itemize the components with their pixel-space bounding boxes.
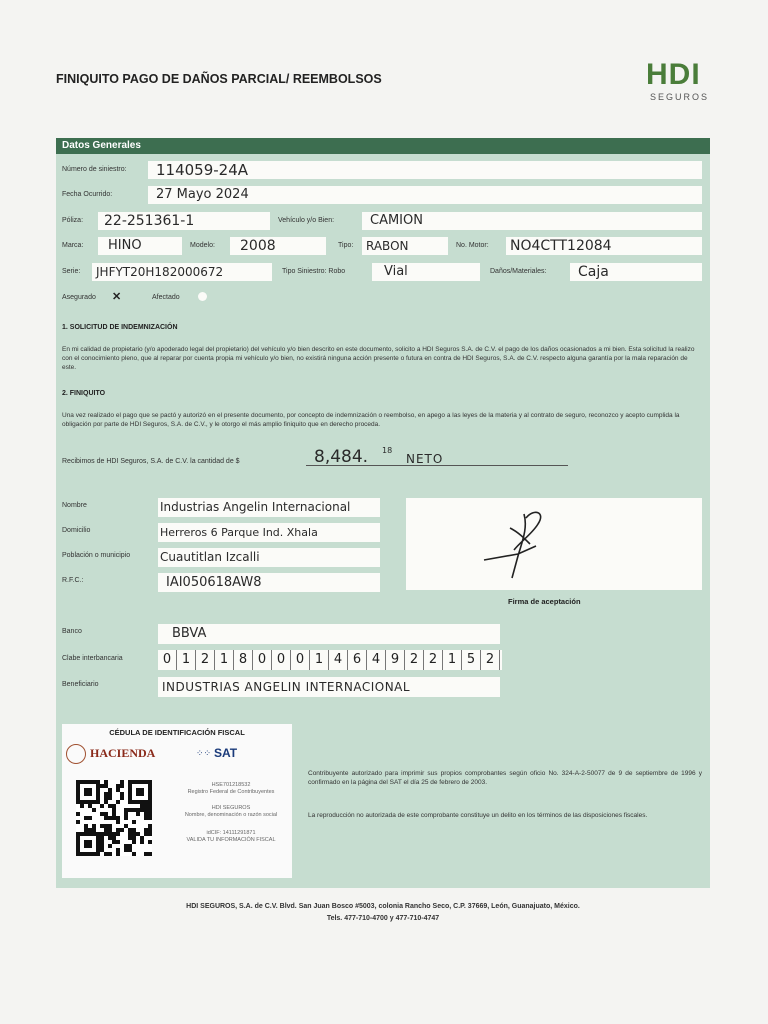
finiquito-text: Una vez realizado el pago que se pactó y autorizó en el presente documento, por concepto de indemnización o reembolso, en apego a las leyes de la materia y al contrato de seguro, reconozco y acepto cumplida la obligación por parte de HDI Seguros, S.A. de C.V., y le otorgo el más amplio finiquito que en derecho proceda.: [62, 412, 680, 428]
marca-label: Marca:: [62, 242, 84, 249]
clabe-digit: 1: [310, 650, 329, 670]
danos-label: Daños/Materiales:: [490, 268, 547, 275]
finiquito-heading: 2. FINIQUITO: [62, 390, 106, 397]
vehiculo-label: Vehículo y/o Bien:: [278, 217, 335, 224]
tipo-siniestro-label: Tipo Siniestro: Robo: [282, 268, 346, 275]
tipo-field[interactable]: RABON: [362, 237, 448, 255]
sat-logo: SAT: [214, 746, 238, 760]
motor-label: No. Motor:: [456, 242, 489, 249]
footer-address: HDI SEGUROS, S.A. de C.V. Blvd. San Juan Bosco #5003, colonia Rancho Seco, C.P. 37669, León, Guanajuato, México.: [186, 903, 580, 910]
document-title: FINIQUITO PAGO DE DAÑOS PARCIAL/ REEMBOLSOS: [56, 72, 382, 86]
sat-grid-icon: ⁘⁘: [196, 748, 212, 758]
afectado-label: Afectado: [152, 294, 180, 301]
cantidad-value: 8,484.: [314, 447, 369, 467]
clabe-digit: 1: [177, 650, 196, 670]
serie-field[interactable]: JHFYT20H182000672: [92, 263, 272, 281]
clabe-digit: 9: [386, 650, 405, 670]
clabe-digit: 8: [234, 650, 253, 670]
fecha-field[interactable]: 27 Mayo 2024: [148, 186, 702, 204]
legal-text-1: Contribuyente autorizado para imprimir sus propios comprobantes según oficio No. 324-A-2-50077 de 9 de septiembre de 1996 y confirmado en la página del SAT el día 25 de febrero de 2003.: [308, 770, 702, 786]
cedula-rfc-desc: Registro Federal de Contribuyentes: [187, 789, 275, 796]
clabe-digit: 5: [462, 650, 481, 670]
beneficiario-label: Beneficiario: [62, 681, 99, 688]
clabe-digit: 1: [443, 650, 462, 670]
clabe-label: Clabe interbancaria: [62, 655, 123, 662]
qr-code: [76, 780, 152, 856]
cedula-nombre-desc: Nombre, denominación o razón social: [184, 812, 278, 819]
tipo-label: Tipo:: [338, 242, 354, 249]
cedula-title: CÉDULA DE IDENTIFICACIÓN FISCAL: [109, 728, 245, 737]
rfc-field[interactable]: IAI050618AW8: [158, 573, 380, 592]
afectado-checkbox[interactable]: [198, 292, 207, 301]
clabe-digit: 2: [196, 650, 215, 670]
signature-drawing: [406, 498, 702, 590]
poblacion-field[interactable]: Cuautitlan Izcalli: [158, 548, 380, 567]
hdi-logo: HDI: [646, 58, 701, 91]
firma-label: Firma de aceptación: [508, 597, 581, 606]
motor-field[interactable]: NO4CTT12084: [506, 237, 702, 255]
domicilio-label: Domicilio: [62, 527, 91, 534]
cantidad-centavos: 18: [382, 446, 393, 455]
modelo-label: Modelo:: [190, 242, 215, 249]
cedula-valida: VALIDA TU INFORMACIÓN FISCAL: [186, 837, 276, 844]
cedula-idcif: idCIF: 14111291871: [206, 829, 256, 836]
hacienda-seal-icon: [66, 744, 86, 764]
clabe-digit: 4: [367, 650, 386, 670]
poliza-field[interactable]: 22-251361-1: [98, 212, 270, 230]
hacienda-logo: HACIENDA: [90, 746, 156, 760]
siniestro-label: Número de siniestro:: [62, 166, 127, 173]
clabe-digit: 0: [291, 650, 310, 670]
tipo-siniestro-field[interactable]: Vial: [372, 263, 480, 281]
clabe-digit: 0: [158, 650, 177, 670]
neto-text: NETO: [406, 452, 444, 466]
solicitud-text: En mi calidad de propietario (y/o apoderado legal del propietario) del vehículo y/o bien descrito en este documento, solicito a HDI Seguros S.A. de C.V. el pago de los daños ocasionados a mi bien. Esta solicitud la realizo con el conocimiento pleno, que al reparar por cuenta propia mi vehículo y/o bien, no existirá ninguna acción presente o futura en contra de HDI Seguros, S.A. de C.V. respecto alguna garantía por la mala reparación de este.: [62, 346, 695, 371]
footer-phones: Tels. 477-710-4700 y 477-710-4747: [326, 915, 440, 922]
asegurado-label: Asegurado: [62, 294, 96, 301]
clabe-digit: 0: [272, 650, 291, 670]
cedula-rfc: HSE701218532: [211, 782, 251, 788]
signature-box[interactable]: [406, 498, 702, 590]
solicitud-heading: 1. SOLICITUD DE INDEMNIZACIÓN: [62, 324, 178, 331]
clabe-digit: 4: [329, 650, 348, 670]
poblacion-label: Población o municipio: [62, 552, 131, 559]
banco-label: Banco: [62, 628, 82, 635]
fecha-label: Fecha Ocurrido:: [62, 191, 113, 198]
poliza-label: Póliza:: [62, 217, 84, 224]
clabe-digit: 1: [215, 650, 234, 670]
domicilio-field[interactable]: Herreros 6 Parque Ind. Xhala: [158, 523, 380, 542]
serie-label: Serie:: [62, 268, 81, 275]
marca-field[interactable]: HINO: [98, 237, 182, 255]
section-header: Datos Generales: [56, 138, 710, 154]
clabe-field[interactable]: [158, 650, 502, 670]
siniestro-field[interactable]: 114059-24A: [148, 161, 702, 179]
cedula-nombre: HDI SEGUROS: [211, 804, 251, 811]
cedula-fiscal: [62, 724, 292, 878]
clabe-digit: 0: [253, 650, 272, 670]
nombre-label: Nombre: [62, 502, 87, 509]
modelo-field[interactable]: 2008: [230, 237, 326, 255]
banco-field[interactable]: BBVA: [158, 624, 500, 644]
clabe-digit: 2: [424, 650, 443, 670]
clabe-digit: 2: [405, 650, 424, 670]
rfc-label: R.F.C.:: [62, 577, 84, 584]
asegurado-checkbox[interactable]: ✕: [112, 291, 122, 303]
nombre-field[interactable]: Industrias Angelin Internacional: [158, 498, 380, 517]
danos-field[interactable]: Caja: [570, 263, 702, 281]
clabe-digit: 6: [348, 650, 367, 670]
vehiculo-field[interactable]: CAMION: [362, 212, 702, 230]
clabe-digit: 2: [481, 650, 500, 670]
recibimos-label: Recibimos de HDI Seguros, S.A. de C.V. la cantidad de $: [62, 458, 240, 465]
beneficiario-field[interactable]: INDUSTRIAS ANGELIN INTERNACIONAL: [158, 677, 500, 697]
legal-text-2: La reproducción no autorizada de este comprobante constituye un delito en los términos de las disposiciones fiscales.: [308, 812, 648, 819]
qr-pattern: [76, 780, 152, 856]
hdi-logo-subtitle: SEGUROS: [650, 92, 710, 102]
